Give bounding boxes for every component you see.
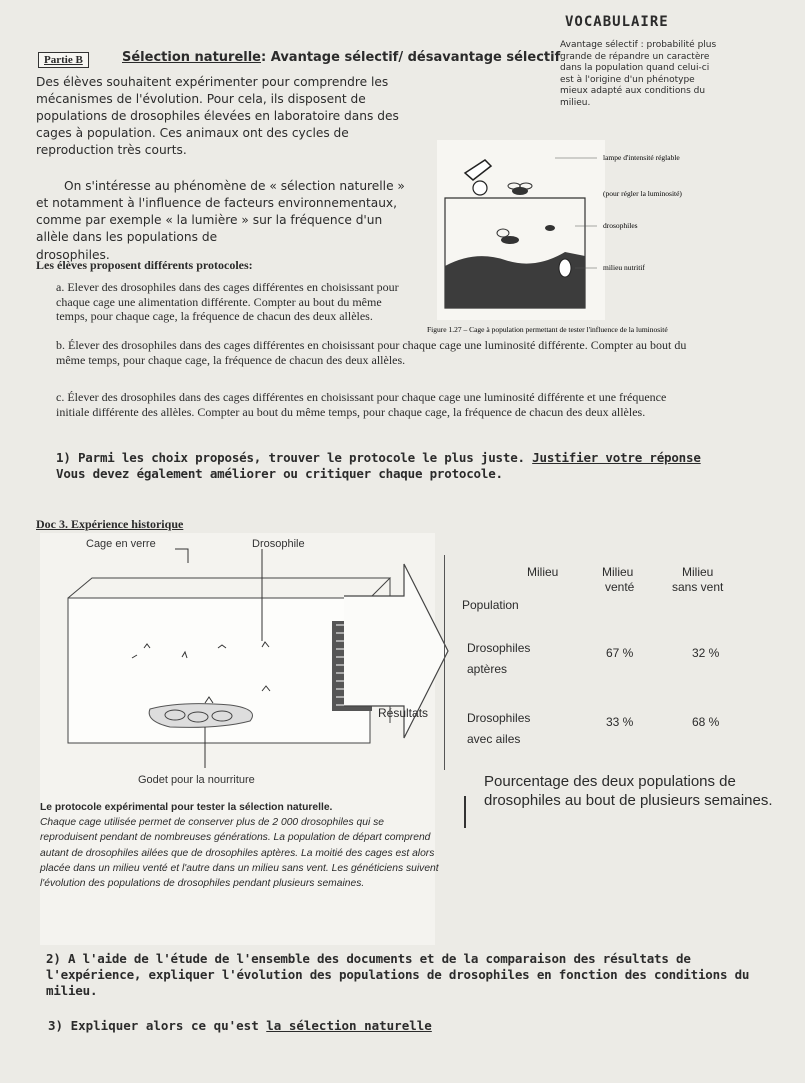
- section-title-rest: : Avantage sélectif/ désavantage sélectif: [261, 50, 561, 65]
- doc3-caption: [40, 800, 440, 891]
- header-milieu-2: Milieu: [602, 565, 634, 579]
- caption-divider: [464, 796, 466, 828]
- label-flies: drosophiles: [603, 221, 638, 230]
- question-1: [56, 450, 756, 482]
- population-cage-figure: [425, 138, 745, 338]
- protocol-c: c. Élever des drosophiles dans des cages différentes en choisissant pour chaque cage une luminosité différente et une fréquence initiale différente des allèles. Compter au bout du même temps, pour chaque cage, la fréquence de chacun des deux allèles.: [56, 390, 667, 419]
- lamp-bulb-icon: [473, 181, 487, 195]
- header-milieu-1: Milieu: [527, 565, 559, 579]
- food-cup: [149, 704, 252, 728]
- section-title-main: Sélection naturelle: [122, 50, 261, 65]
- glass-cage-top: [68, 578, 390, 598]
- header-milieu-3: Milieu: [682, 565, 714, 579]
- row-1-label-2: aptères: [467, 662, 508, 676]
- intro-paragraph-2: On s'intéresse au phénomène de « sélection naturelle » et notamment à l'influence de facteurs environnementaux, comme par exemple « la lumière » sur la fréquence d'un allèle dans les populations de: [36, 179, 405, 244]
- question-3-text: 3) Expliquer alors ce qu'est: [48, 1018, 267, 1033]
- protocol-a: a. Elever des drosophiles dans des cages différentes en choisissant pour chaque cage une alimentation différente. Compter au bout du même temps, pour chaque cage, la fréquence de chacun des deux allèles.: [56, 280, 399, 323]
- cage-pointer: [175, 549, 188, 563]
- partie-label: Partie B: [38, 52, 89, 68]
- intro-paragraph-2-end: drosophiles.: [36, 248, 110, 262]
- drosophila-icon: [545, 225, 555, 231]
- protocols-heading: Les élèves proposent différents protocoles:: [36, 258, 253, 272]
- results-caption: Pourcentage des deux populations de drosophiles au bout de plusieurs semaines.: [484, 773, 773, 809]
- row-2-label: Drosophiles: [467, 711, 531, 725]
- row-1-vente: 67 %: [606, 646, 634, 660]
- doc3-caption-title: Le protocole expérimental pour tester la sélection naturelle.: [40, 802, 333, 813]
- header-sans-vent: sans vent: [672, 580, 724, 594]
- question-3: [48, 1018, 548, 1033]
- header-vente: venté: [605, 580, 635, 594]
- larva-icon: [559, 259, 571, 277]
- row-2-vente: 33 %: [606, 715, 634, 729]
- vocab-definition: Avantage sélectif : probabilité plus grande de répandre un caractère dans la population quand celui-ci est à l'origine d'un phénotype mieux adapté aux conditions du milieu.: [560, 40, 717, 108]
- question-1-justify: Justifier votre réponse: [532, 450, 701, 465]
- header-population: Population: [462, 598, 519, 612]
- label-drosophile: Drosophile: [252, 538, 305, 550]
- label-milieu: milieu nutritif: [603, 263, 645, 272]
- question-1-text: 1) Parmi les choix proposés, trouver le protocole le plus juste.: [56, 450, 533, 465]
- intro-paragraph-1: Des élèves souhaitent expérimenter pour comprendre les mécanismes de l'évolution. Pour cela, ils disposent de populations de drosophiles élevées en laboratoire dans des cages à population. Ces animaux ont des cycles de reproduction très courts.: [36, 75, 399, 157]
- doc3-caption-text: Chaque cage utilisée permet de conserver plus de 2 000 drosophiles qui se reproduisent pendant de nombreuses générations. La population de départ comprend autant de drosophiles ailées que de drosophiles aptères. La moitié des cages est alors placée dans un milieu venté et l'autre dans un milieu sans vent. Les généticiens suivent l'évolution des populations de drosophiles pendant plusieurs semaines.: [40, 817, 439, 890]
- protocol-b: b. Élever des drosophiles dans des cages différentes en choisissant pour chaque cage une luminosité différente. Compter au bout du même temps, pour chaque cage, la fréquence de chacun des deux allèles.: [56, 338, 687, 367]
- question-2: 2) A l'aide de l'étude de l'ensemble des documents et de la comparaison des résultats de l'expérience, expliquer l'évolution des populations de drosophiles en fonction des conditions du milieu.: [46, 951, 750, 998]
- label-godet: Godet pour la nourriture: [138, 774, 255, 786]
- label-resultats: Résultats: [378, 706, 429, 720]
- figure-caption: Figure 1.27 – Cage à population permettant de tester l'influence de la luminosité: [427, 325, 668, 334]
- question-3-term: la sélection naturelle: [266, 1018, 432, 1033]
- doc3-title: Doc 3. Expérience historique: [36, 517, 184, 531]
- label-cage: Cage en verre: [86, 538, 156, 550]
- vocab-title: VOCABULAIRE: [565, 14, 669, 30]
- question-1-line2: Vous devez également améliorer ou critiquer chaque protocole.: [56, 466, 503, 481]
- row-2-label-2: avec ailes: [467, 732, 521, 746]
- section-title: [122, 50, 560, 65]
- row-1-sans-vent: 32 %: [692, 646, 720, 660]
- label-lamp: lampe d'intensité réglable: [603, 153, 680, 162]
- label-setting: (pour régler la luminosité): [603, 189, 682, 198]
- row-1-label: Drosophiles: [467, 641, 531, 655]
- row-2-sans-vent: 68 %: [692, 715, 720, 729]
